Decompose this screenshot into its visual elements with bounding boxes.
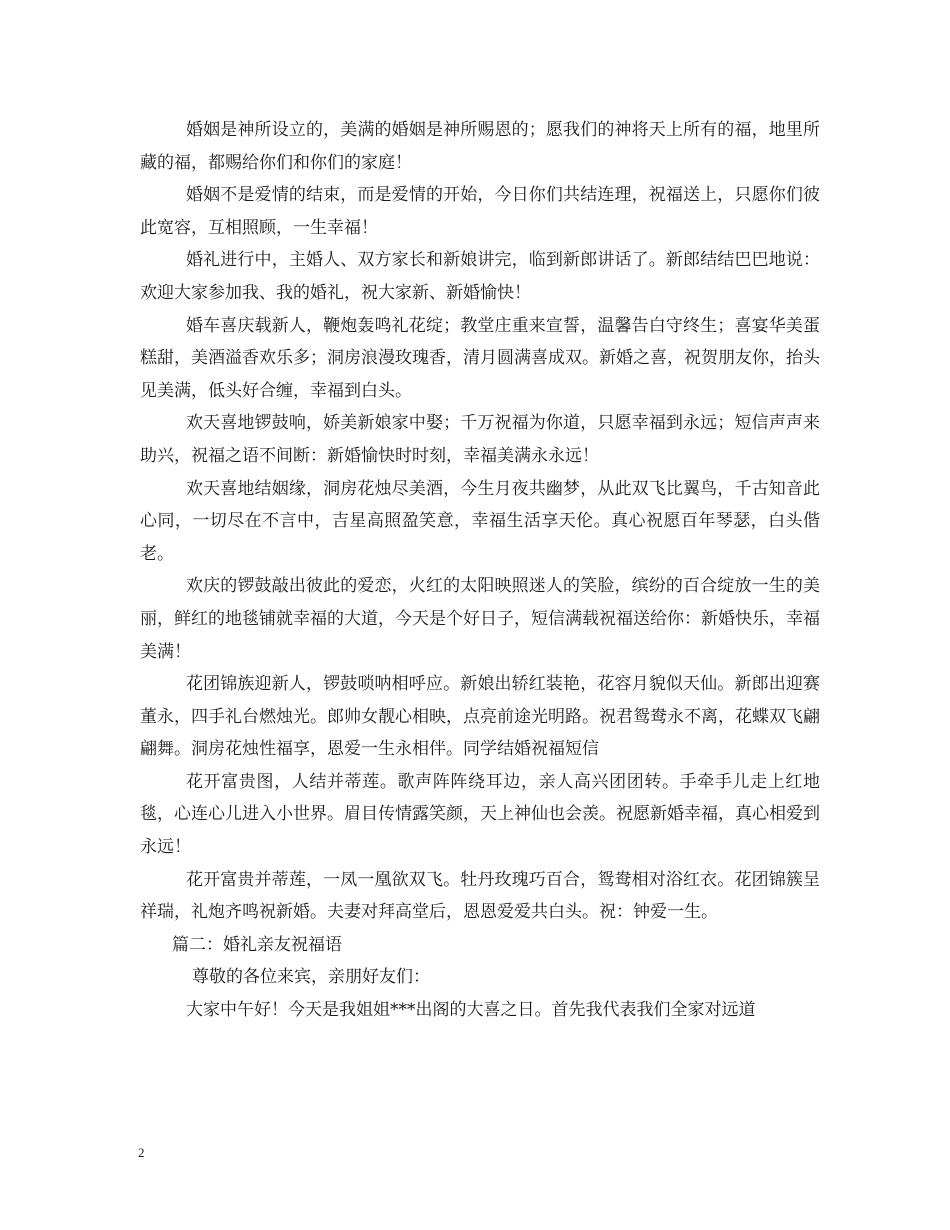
closing-paragraph: 大家中午好！今天是我姐姐***出阁的大喜之日。首先我代表我们全家对远道 [186,1000,756,1021]
paragraph-8: 花团锦族迎新人，锣鼓唢呐相呼应。新娘出轿红装艳，花容月貌似天仙。新郎出迎赛董永，四手礼台燃烛光。郎帅女靓心相映，点亮前途光明路。祝君鸳鸯永不离，花蝶双飞翩翩舞。洞房花烛性福享，恩爱一生永相伴。同学结婚祝福短信 [140,674,820,760]
paragraph-7: 欢庆的锣鼓敲出彼此的爱恋，火红的太阳映照迷人的笑脸，缤纷的百合绽放一生的美丽，鲜红的地毯铺就幸福的大道，今天是个好日子，短信满载祝福送给你：新婚快乐，幸福美满！ [140,576,820,662]
paragraph-4: 婚车喜庆载新人，鞭炮轰鸣礼花绽；教堂庄重来宣誓，温馨告白守终生；喜宴华美蛋糕甜，美酒溢香欢乐多；洞房浪漫玫瑰香，清月圆满喜成双。新婚之喜，祝贺朋友你，抬头见美满，低头好合缠，幸福到白头。 [140,315,820,401]
paragraph-6: 欢天喜地结姻缘，洞房花烛尽美酒，今生月夜共幽梦，从此双飞比翼鸟，千古知音此心同，一切尽在不言中，吉星高照盈笑意，幸福生活享天伦。真心祝愿百年琴瑟，白头偕老。 [140,478,820,564]
paragraph-9: 花开富贵图，人结并蒂莲。歌声阵阵绕耳边，亲人高兴团团转。手牵手儿走上红地毯，心连心儿进入小世界。眉目传情露笑颜，天上神仙也会羡。祝愿新婚幸福，真心相爱到永远！ [140,771,820,858]
page-number: 2 [138,1145,145,1160]
salutation: 尊敬的各位来宾，亲朋好友们： [192,967,430,988]
body-text [140,114,820,1027]
paragraph-3: 婚礼进行中，主婚人、双方家长和新娘讲完，临到新郎讲话了。新郎结结巴巴地说：欢迎大家参加我、我的婚礼，祝大家新、新婚愉快！ [140,250,820,303]
paragraph-5: 欢天喜地锣鼓响，娇美新娘家中娶；千万祝福为你道，只愿幸福到永远；短信声声来助兴，祝福之语不间断：新婚愉快时时刻，幸福美满永永远！ [140,413,820,466]
paragraph-10: 花开富贵并蒂莲，一凤一凰欲双飞。牡丹玫瑰巧百合，鸳鸯相对浴红衣。花团锦簇呈祥瑞，礼炮齐鸣祝新婚。夫妻对拜高堂后，恩恩爱爱共白头。祝：钟爱一生。 [140,869,820,923]
paragraph-2: 婚姻不是爱情的结束，而是爱情的开始，今日你们共结连理，祝福送上，只愿你们彼此宽容，互相照顾，一生幸福！ [140,185,820,238]
section-heading: 篇二：婚礼亲友祝福语 [172,934,342,955]
paragraph-1: 婚姻是神所设立的，美满的婚姻是神所赐恩的；愿我们的神将天上所有的福，地里所藏的福，都赐给你们和你们的家庭！ [140,120,820,173]
